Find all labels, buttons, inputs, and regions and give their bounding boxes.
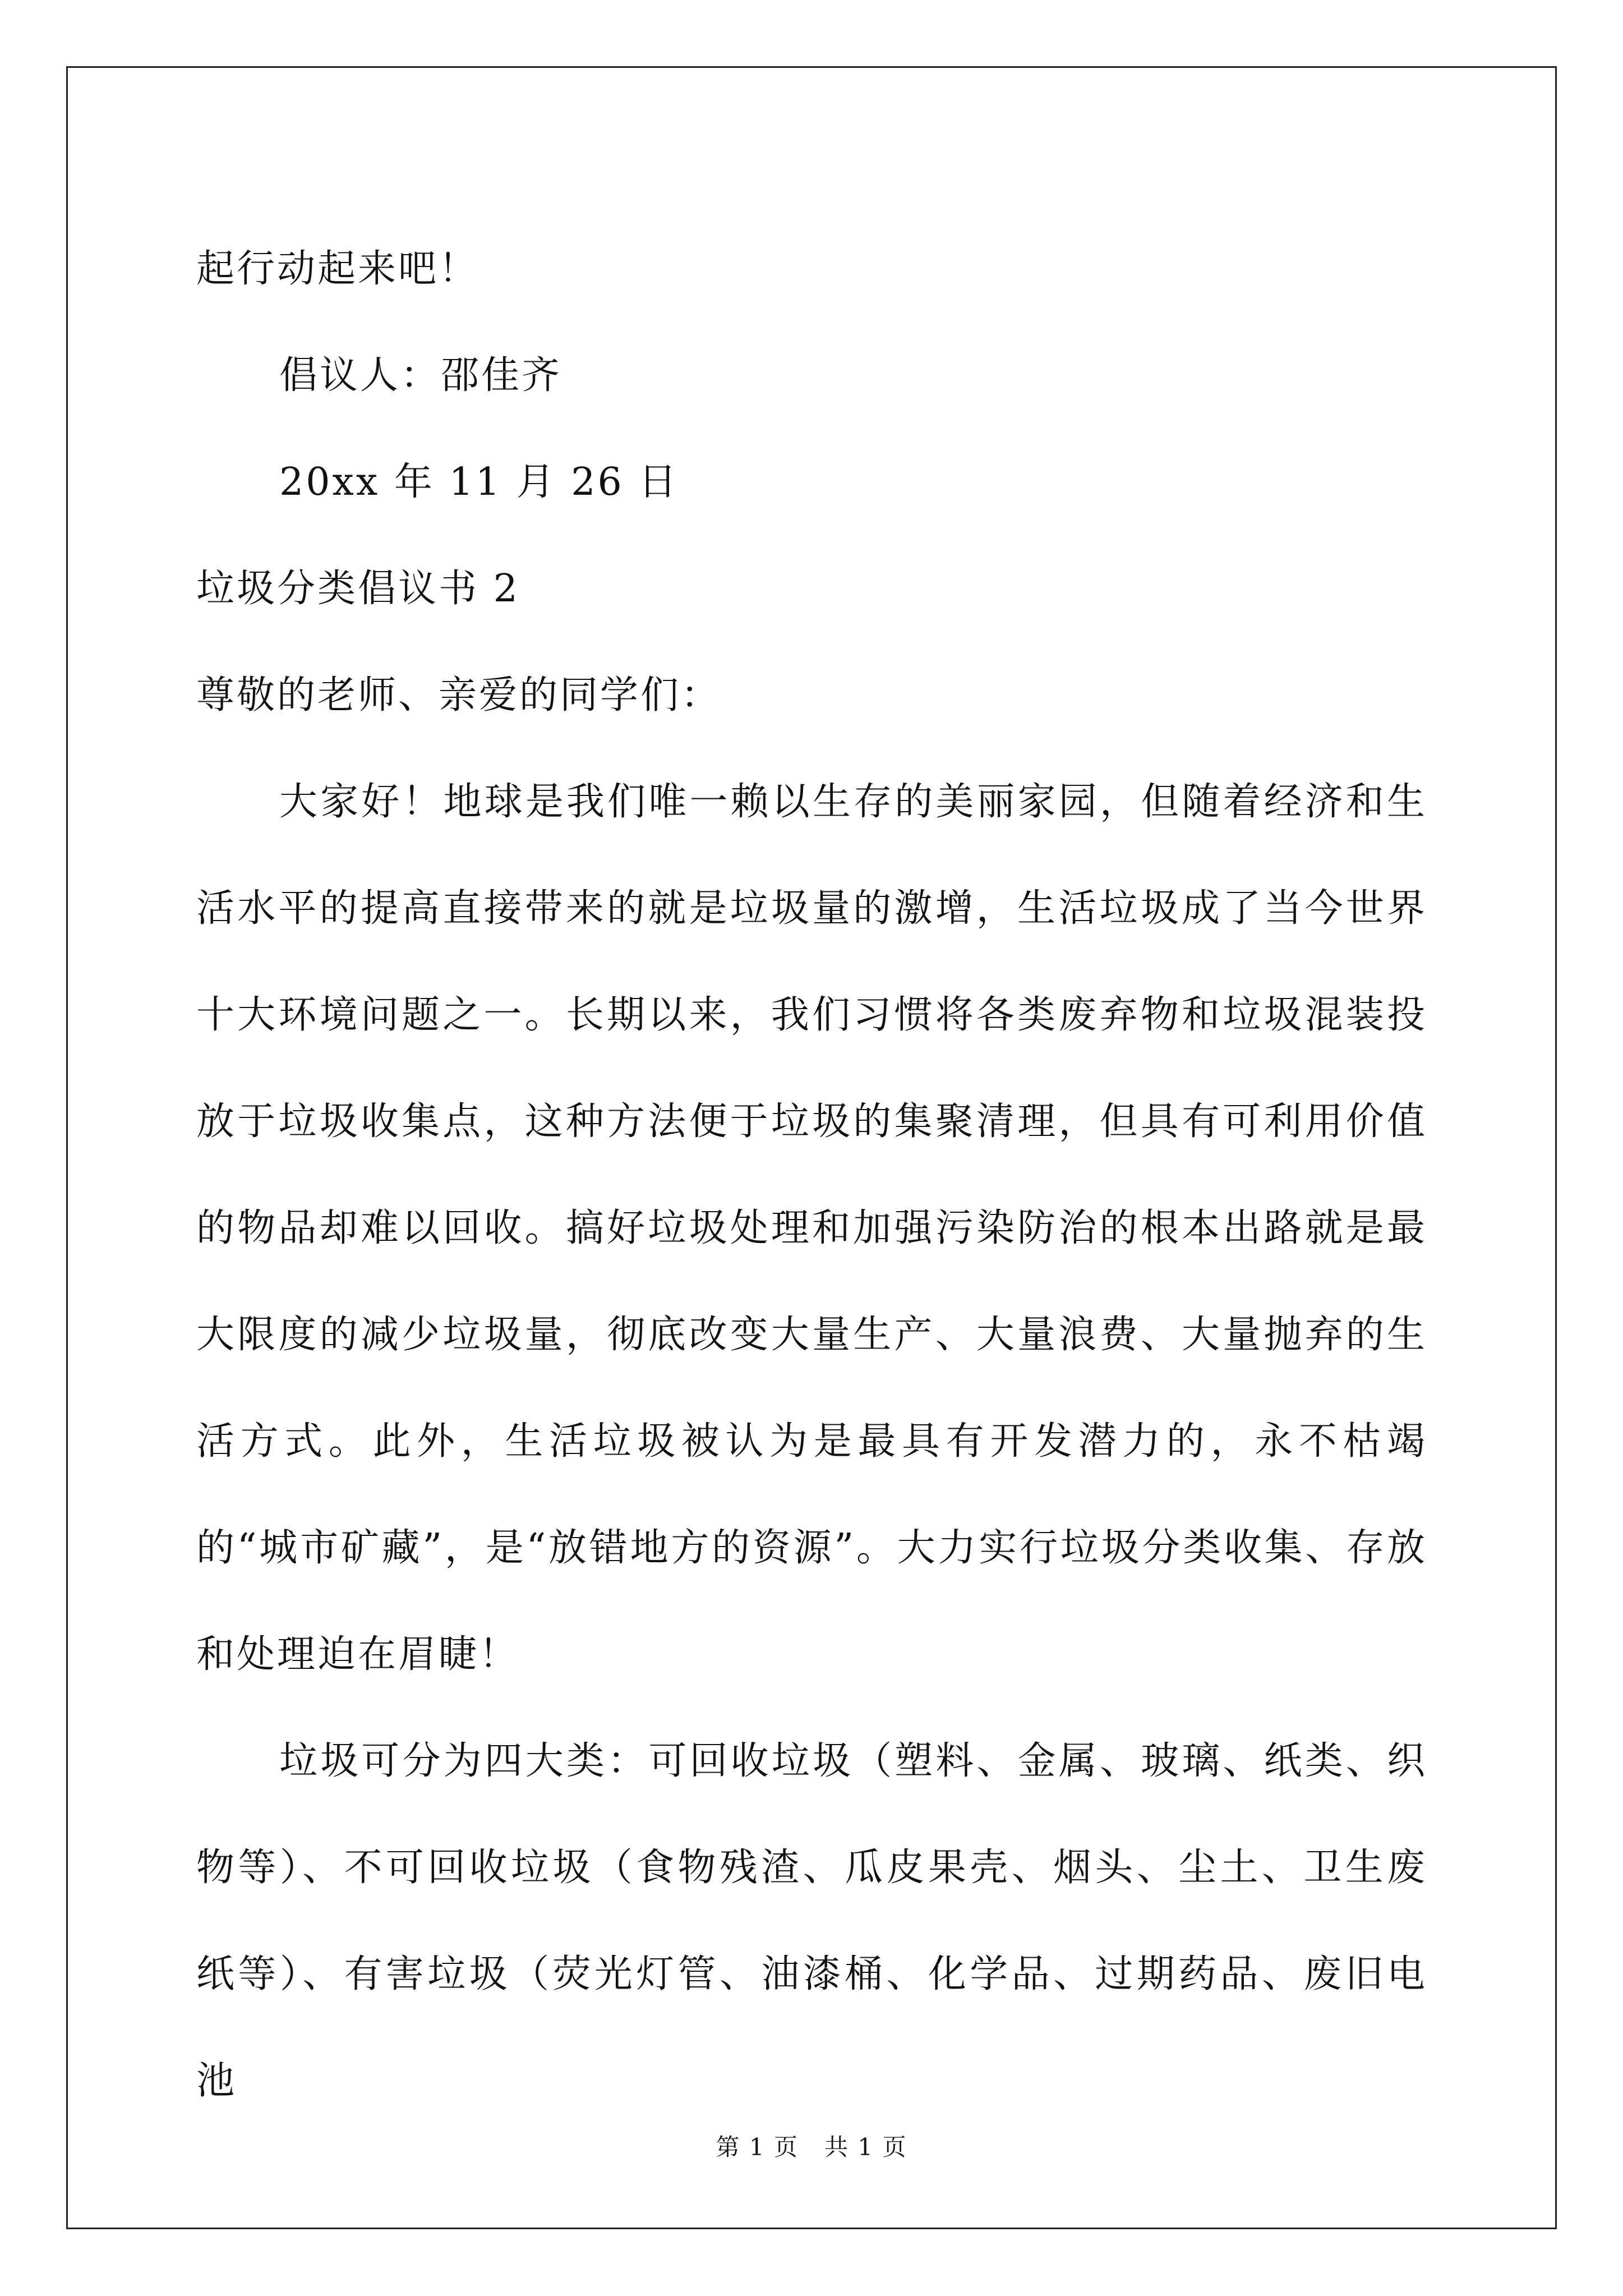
date-line: 20xx 年 11 月 26 日 — [279, 460, 679, 504]
salutation-line: 尊敬的老师、亲爱的同学们： — [196, 673, 722, 717]
signer-line: 倡议人：邵佳齐 — [279, 353, 562, 398]
document-body — [196, 216, 1427, 2134]
page-footer: 第 1 页 共 1 页 — [716, 2133, 907, 2161]
section-title: 垃圾分类倡议书 2 — [196, 567, 520, 611]
closing-line: 起行动起来吧！ — [196, 247, 479, 291]
body-paragraph: 大家好！地球是我们唯一赖以生存的美丽家园，但随着经济和生活水平的提高直接带来的就是垃圾量的激增，生活垃圾成了当今世界十大环境问题之一。长期以来，我们习惯将各类废弃物和垃圾混装投放于垃圾收集点，这种方法便于垃圾的集聚清理，但具有可利用价值的物品却难以回收。搞好垃圾处理和加强污染防治的根本出路就是最大限度的减少垃圾量，彻底改变大量生产、大量浪费、大量抛弃的生活方式。此外，生活垃圾被认为是最具有开发潜力的，永不枯竭的“城市矿藏”，是“放错地方的资源”。大力实行垃圾分类收集、存放和处理迫在眉睫！ — [196, 780, 1427, 1677]
body-paragraph: 垃圾可分为四大类：可回收垃圾（塑料、金属、玻璃、纸类、织物等）、不可回收垃圾（食物残渣、瓜皮果壳、烟头、尘土、卫生废纸等）、有害垃圾（荧光灯管、油漆桶、化学品、过期药品、废旧电池 — [196, 1739, 1427, 2103]
